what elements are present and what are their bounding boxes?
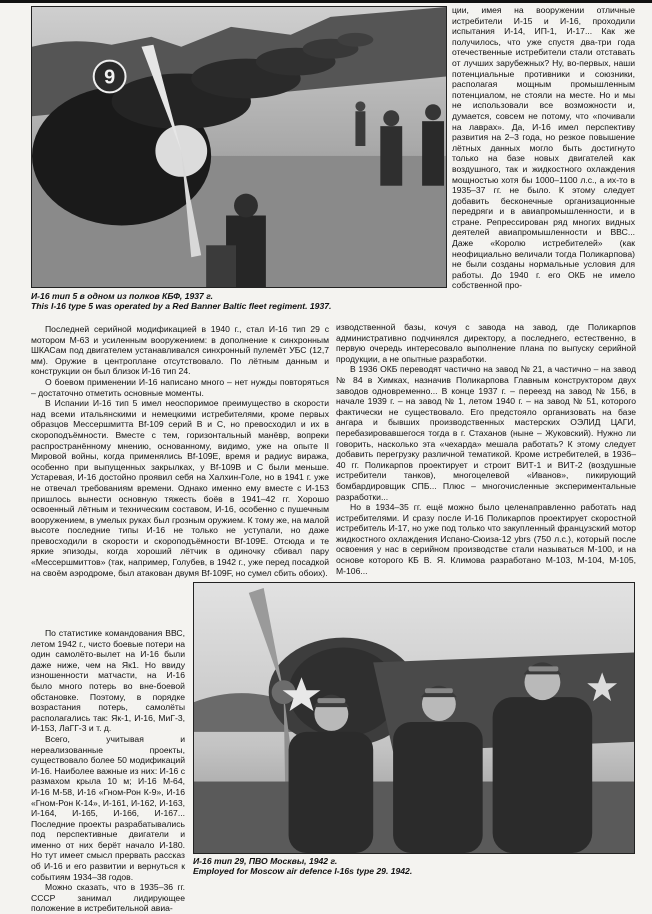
paragraph: Можно сказать, что в 1935–36 гг. СССР занимал лидирующее положение в истребительной авиа-	[31, 882, 185, 914]
left-column-middle	[31, 324, 329, 578]
photo1-image	[32, 7, 446, 287]
photo1-caption	[31, 291, 447, 311]
paragraph: Всего, учитывая и нереализованные проекты, существовало более 50 модификаций И-16. Наиболее важные из них: И-16 с размахом крыла 10 м; И-16 М-64, И-16 М-58, И-16 «Гном-Рон К-9», И-16 «Гном-Рон К-14», И-161, И-162, И-163, И-164, И-165, И-166, И-167... Последние проекты разрабатывались под перспективные двигатели и именно от них берёт начало И-180. Но тут имеет смысл прервать рассказ об И-16 и его развитии и вернуться к событиям 1934–38 годов.	[31, 733, 185, 882]
middle-column	[336, 322, 636, 576]
right-column-top	[452, 5, 635, 291]
header-rule	[0, 0, 652, 3]
left-column-lower	[31, 628, 185, 914]
photo-i16-type5-lineup	[31, 6, 447, 288]
photo2-caption-ru: И-16 тип 29, ПВО Москвы, 1942 г.	[193, 856, 338, 866]
paragraph: Последней серийной модификацией в 1940 г., стал И-16 тип 29 с мотором М-63 и усиленным вооружением: в дополнение к синхронным ШКАСам под двигателем устанавливался синхронный пулемёт УБС (12,7 мм). Оружие в центроплане отсутствовало. По лётным данным и конструкции он был близок И-16 тип 24.	[31, 324, 329, 377]
paragraph: О боевом применении И-16 написано много – нет нужды повторяться – достаточно отметить основные моменты.	[31, 376, 329, 398]
photo-i16-type29-pilots	[193, 582, 635, 854]
photo1-tail-number: 9	[104, 66, 116, 89]
photo1-caption-ru: И-16 тип 5 в одном из полков КБФ, 1937 г.	[31, 291, 214, 301]
photo2-image	[194, 583, 634, 853]
paragraph: В 1936 ОКБ переводят частично на завод № 21, а частично – на завод № 84 в Химках, назначив Поликарпова Главным конструктором двух заводов одновременно... В конце 1937 г. – переезд на завод № 156, в начале 1939 г. – на завод № 1, летом 1940 г. – на завод № 51, которого фактически не существовало. Его предстояло организовать на базе ангара и бывших производственных мастерских ОЭЛИД ЦАГИ, перебазировавшегося тогда в г. Стаханов (ныне – Жуковский). Нужно ли говорить, насколько эта «чехарда» мешала работать? К этому следует добавить перегрузку различной тематикой. Кроме истребителей, в 1936–40 гг. Поликарпов проектирует и строит ВИТ-1 и ВИТ-2 (воздушные истребители танков), многоцелевой «Иванов», пикирующий бомбардировщик СПБ... Плюс – многочисленные экспериментальные разработки...	[336, 364, 636, 502]
photo2-caption-en: Employed for Moscow air defence I-16s type 29. 1942.	[193, 866, 413, 876]
paragraph: В Испании И-16 тип 5 имел неоспоримое преимущество в скорости над всеми итальянскими и немецкими истребителями, кроме первых образцов Мессершмитта Bf-109 серий В и С, но превосходил и их в скороподъёмности. Вместе с тем, горизонтальный манёвр, вопреки распространённому мнению, основанному, видимо, уже на опыте II Мировой войны, когда применялись Bf-109E, время и радиус виража, особенно при выпущенных закрылках, у Bf-109В и С были меньше. Устаревая, И-16 достойно проявил себя на Халхин-Голе, но в 1941 г. уже не отвечал требованиям времени. Однако именно ему вместе с И-153 пришлось вынести основную тяжесть боёв в 1941–42 гг. Хорошо освоенный лётным и техническим составом, И-16, особенно с пушечным вооружением, в умелых руках был грозным оружием. К тому же, на малой высоте последние типы И-16 не только не уступали, но даже превосходили в скорости и скороподъёмности Bf-109E. Отсюда и те яркие эпизоды, когда хороший лётчик в одиночку сбивал пару «Мессершмиттов» (так, например, Голубев, в 1942 г., уже перед посадкой на своём аэродроме, был атакован двумя Bf-109F, но сумел сбить обоих).	[31, 398, 329, 578]
paragraph: По статистике командования ВВС, летом 1942 г., чисто боевые потери на один самолёто-вылет на И-16 были даже ниже, чем на Як1. Но ввиду изношенности матчасти, на И-16 было много потерь во вне-боевой обстановке. Поэтому, в порядке возрастания потерь, самолёты располагались так: Як-1, И-16, МиГ-3, И-153, ЛаГГ-3 и т. д.	[31, 628, 185, 734]
paragraph: ции, имея на вооружении отличные истребители И-15 и И-16, проходили испытания И-14, ИП-1, И-17... Как же получилось, что уже спустя два-три года отечественные истребители стали отставать от лучших зарубежных? Ну, во-первых, наши потенциальные противники и союзники, располагая мощным промышленным потенциалом, не стояли на месте. Но и мы не использовали все возможности и, думается, совсем не потому, что «почивали на лаврах». Да, И-16 имел перспективу развития на 2–3 года, но резкое повышение лётных данных могло быть достигнуто только на базе новых двигателей как воздушного, так и жидкостного охлаждения мощностью хотя бы 1000–1100 л.с., а их-то в 1935–37 гг. не было. К этому следует добавить бесконечные организационные передряги и в авиапромышленности, и в стране. Репрессирован ряд многих видных деятелей авиапромышленности и ВВС... Даже «Королю истребителей» (как неофициально величали тогда Поликарпова) не были созданы нормальные условия для работы. До 1940 г. его ОКБ не имело собственной про-	[452, 5, 635, 291]
paragraph: изводственной базы, кочуя с завода на завод, где Поликарпов административно подчинялся директору, а последнего, естественно, в первую очередь интересовало выполнение плана по выпуску серийной продукции, а не опытные разработки.	[336, 322, 636, 364]
photo1-caption-en: This I-16 type 5 was operated by a Red Banner Baltic fleet regiment. 1937.	[31, 301, 332, 311]
paragraph: Но в 1934–35 гг. ещё можно было целенаправленно работать над истребителями. И сразу после И-16 Поликарпов проектирует скоростной истребитель И-17, но уже под только что закупленный французский мотор жидкостного охлаждения Испано-Сюиза-12 ybrs (750 л.с.), который после освоения у нас в серийном производстве стали называться М-100, и на основе которого КБ В. Я. Климова разработано М-103, М-104, М-105, М-106...	[336, 502, 636, 576]
photo2-caption	[193, 856, 635, 876]
